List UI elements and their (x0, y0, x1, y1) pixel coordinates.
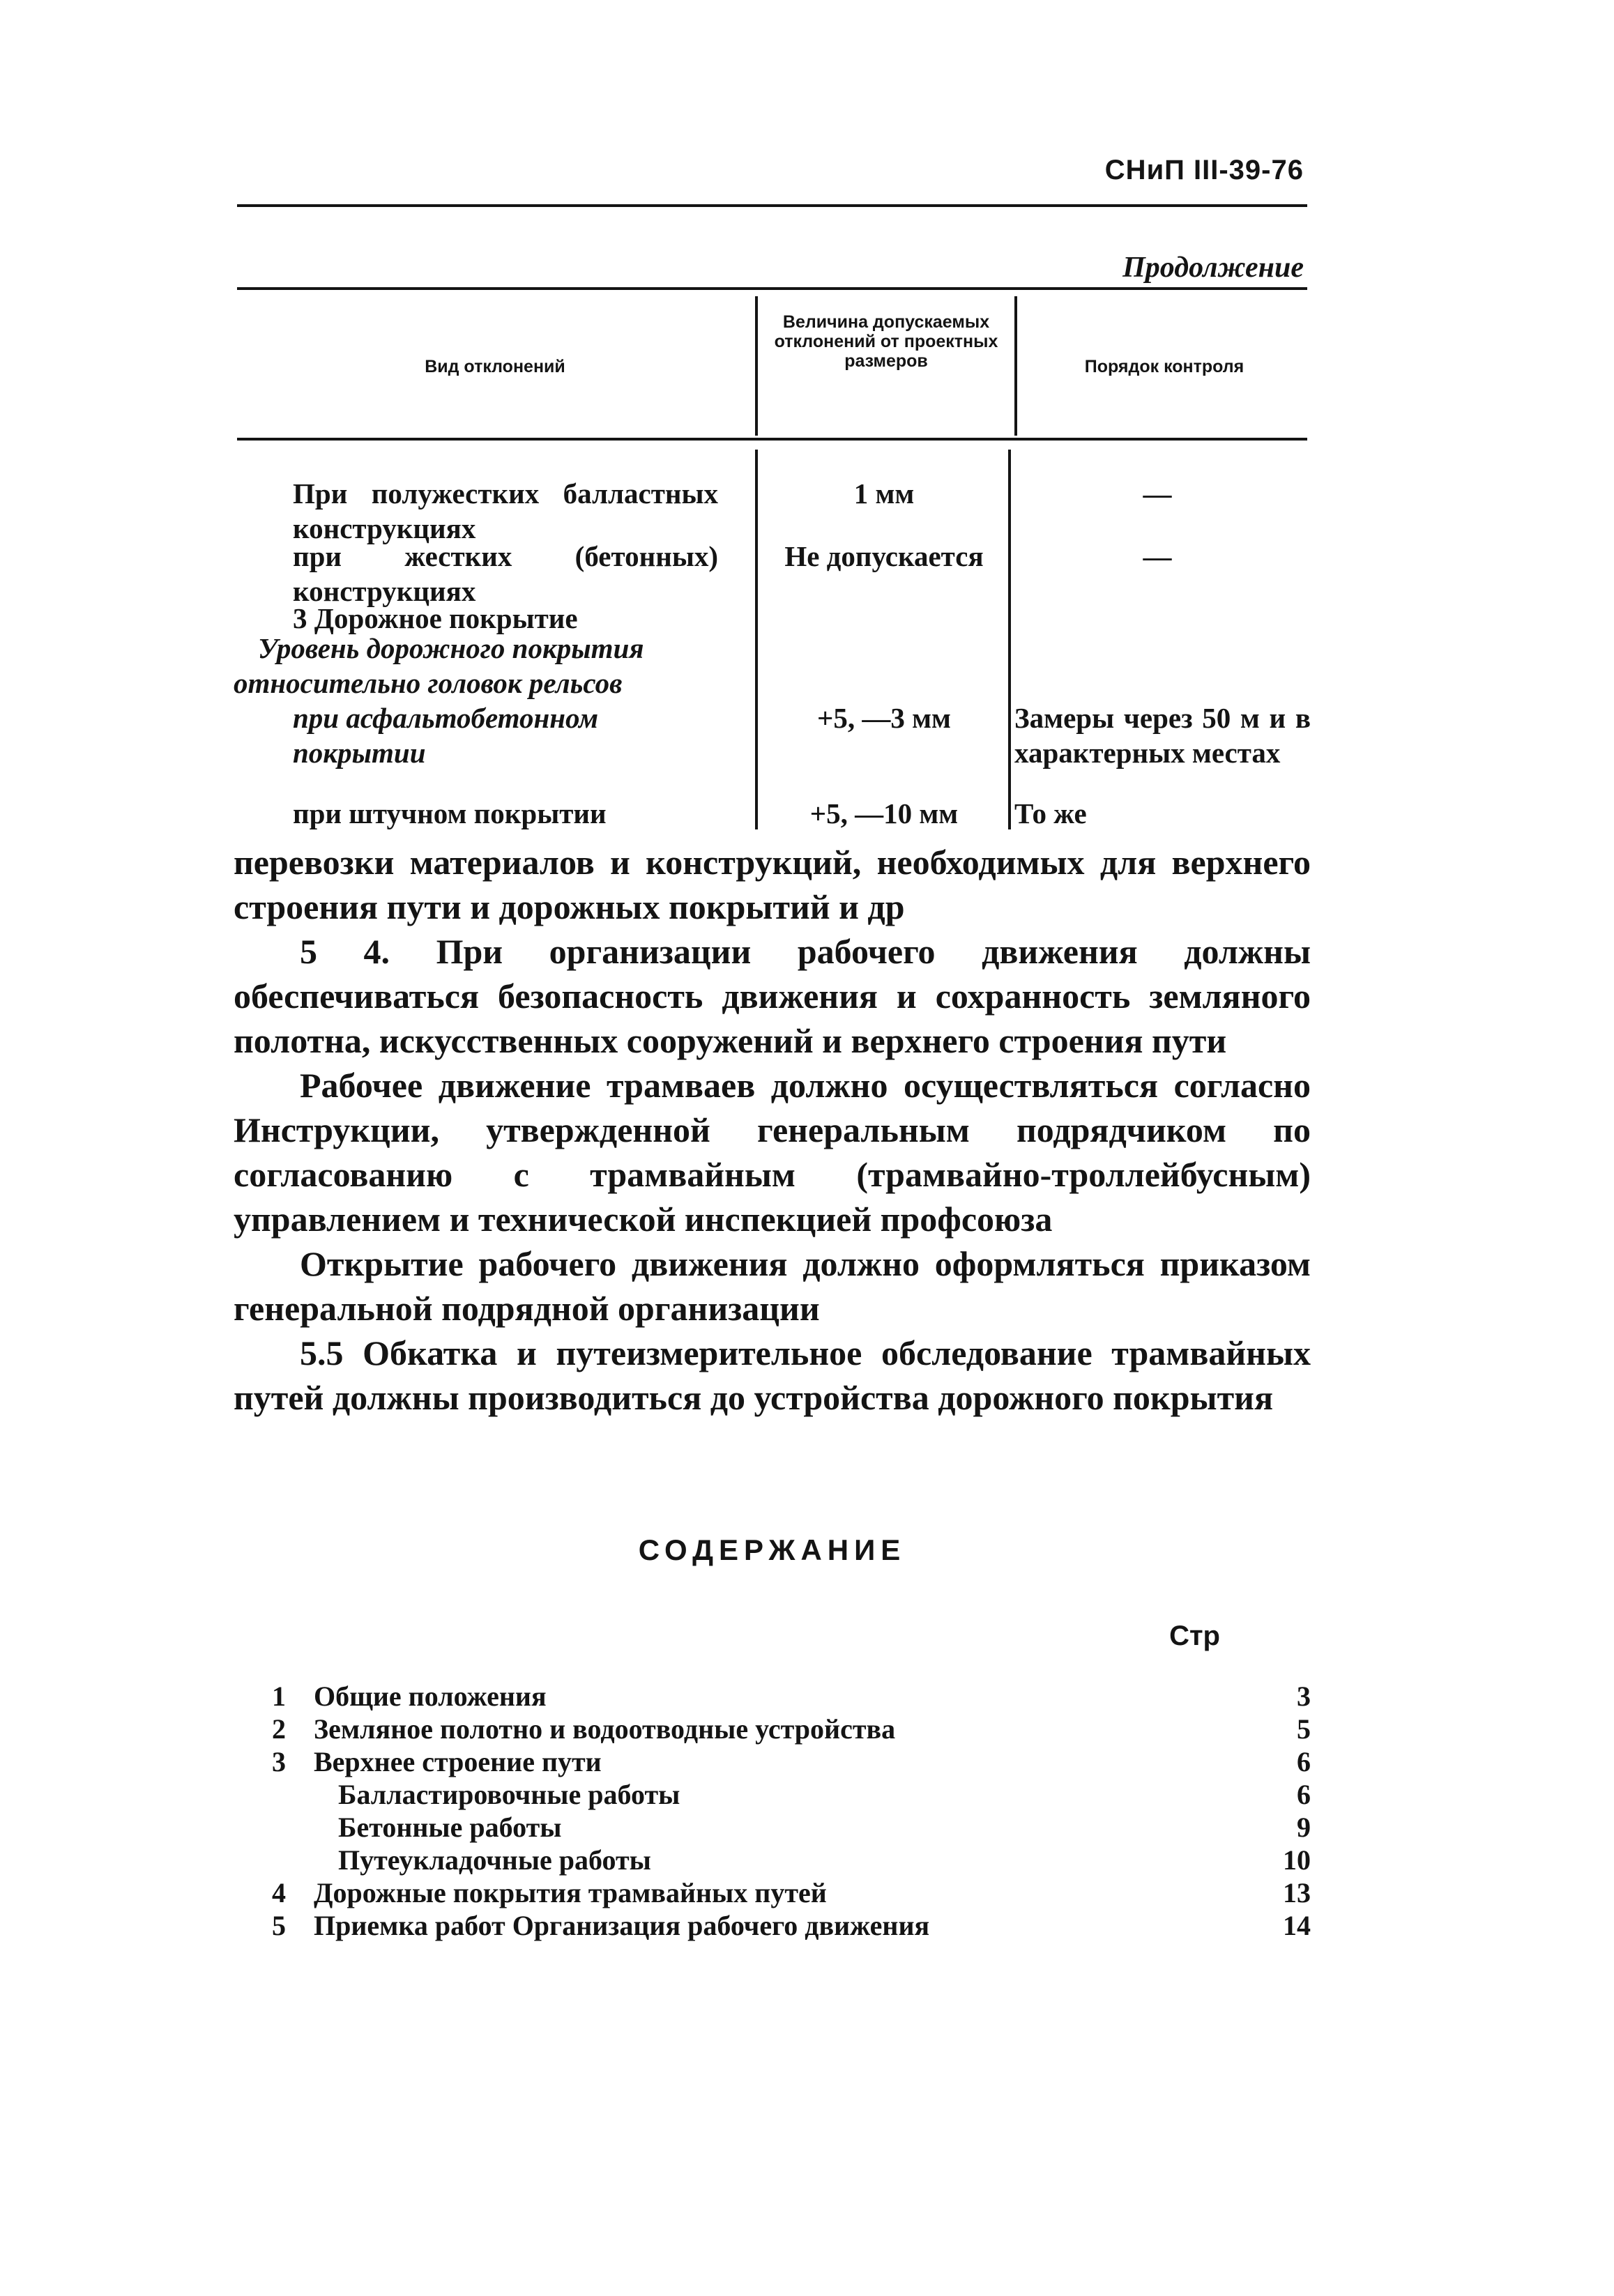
toc-item-number: 1 (272, 1681, 286, 1712)
body-paragraph: Рабочее движение трамваев должно осуществляться согласно Инструкции, утвержденной генеральным подрядчиком по согласованию с трамвайным (трамвайно-троллейбусным) управлением и технической инспекцией профсоюза (234, 1066, 1311, 1239)
table-cell-control: — (1143, 477, 1172, 510)
continuation-label: Продолжение (1122, 252, 1304, 284)
toc-item-label: Дорожные покрытия трамвайных путей (314, 1877, 827, 1908)
column-divider (1014, 296, 1017, 436)
table-cell-kind: при жестких (бетонных) конструкциях (293, 540, 718, 607)
table-cell-value: 1 мм (853, 477, 915, 510)
toc-item-page: 6 (1297, 1779, 1311, 1810)
table-cell-kind: при штучном покрытии (293, 797, 607, 829)
table-top-rule (237, 287, 1307, 290)
toc-item-number: 5 (272, 1910, 286, 1941)
body-paragraph: 5.5 Обкатка и путеизмерительное обследование трамвайных путей должны производиться до устройства дорожного покрытия (234, 1333, 1311, 1417)
column-divider (755, 450, 758, 829)
toc-item-page: 6 (1297, 1746, 1311, 1777)
table-cell-control: Замеры через 50 м и в характерных местах (1014, 702, 1311, 769)
toc-item (265, 1713, 1311, 1745)
toc-item-page: 13 (1283, 1877, 1311, 1908)
toc-item-label: Путеукладочные работы (338, 1844, 651, 1876)
toc-item-label: Общие положения (314, 1681, 547, 1712)
toc-item (265, 1680, 1311, 1713)
toc-item (265, 1811, 1311, 1844)
toc-item (265, 1778, 1311, 1811)
body-paragraph: Открытие рабочего движения должно оформляться приказом генеральной подрядной организации (234, 1244, 1311, 1328)
toc-item-page: 3 (1297, 1681, 1311, 1712)
table-cell-value: Не допускается (784, 540, 984, 572)
toc-item-number: 4 (272, 1877, 286, 1908)
toc-item-number: 3 (272, 1746, 286, 1777)
column-divider (755, 296, 758, 436)
toc-item-label: Верхнее строение пути (314, 1746, 602, 1777)
table-cell-kind: При полужестких балластных конструкциях (293, 477, 718, 544)
toc-item-page: 14 (1283, 1910, 1311, 1941)
contents-page-label: Стр (1169, 1621, 1220, 1651)
header-rule (237, 204, 1307, 207)
table-cell-control: То же (1014, 797, 1087, 829)
column-header-control: Порядок контроля (1084, 357, 1244, 376)
toc-item-label: Приемка работ Организация рабочего движения (314, 1910, 930, 1941)
toc-item-number: 2 (272, 1713, 286, 1745)
toc-item-label: Земляное полотно и водоотводные устройства (314, 1713, 896, 1745)
column-header-value: Величина допускаемых отклонений от проектных размеров (774, 312, 998, 371)
column-header-kind: Вид отклонений (425, 357, 565, 376)
body-paragraph: перевозки материалов и конструкций, необходимых для верхнего строения пути и дорожных покрытий и др (234, 843, 1311, 926)
toc-item-page: 5 (1297, 1713, 1311, 1745)
toc-item (265, 1745, 1311, 1778)
table-cell-kind: при асфальтобетонном покрытии (293, 702, 599, 769)
toc-item-page: 10 (1283, 1844, 1311, 1876)
table-cell-kind: Уровень дорожного покрытия относительно головок рельсов (234, 632, 644, 699)
table-cell-value: +5, —3 мм (817, 702, 951, 734)
column-divider (1008, 450, 1011, 829)
toc-item (265, 1844, 1311, 1876)
toc-item-page: 9 (1297, 1812, 1311, 1843)
body-text (234, 840, 1311, 1420)
toc-item-label: Бетонные работы (338, 1812, 562, 1843)
contents-title: СОДЕРЖАНИЕ (638, 1533, 906, 1566)
toc-item-label: Балластировочные работы (338, 1779, 680, 1810)
toc-item (265, 1876, 1311, 1909)
document-code: СНиП III-39-76 (1104, 155, 1304, 185)
toc-item (265, 1909, 1311, 1942)
table-cell-value: +5, —10 мм (809, 797, 959, 829)
body-paragraph: 5 4. При организации рабочего движения должны обеспечиваться безопасность движения и сохранность земляного полотна, искусственных сооружений и верхнего строения пути (234, 932, 1311, 1060)
table-cell-control: — (1143, 540, 1172, 572)
table-section-heading: 3 Дорожное покрытие (293, 602, 578, 634)
table-header-rule (237, 438, 1307, 441)
